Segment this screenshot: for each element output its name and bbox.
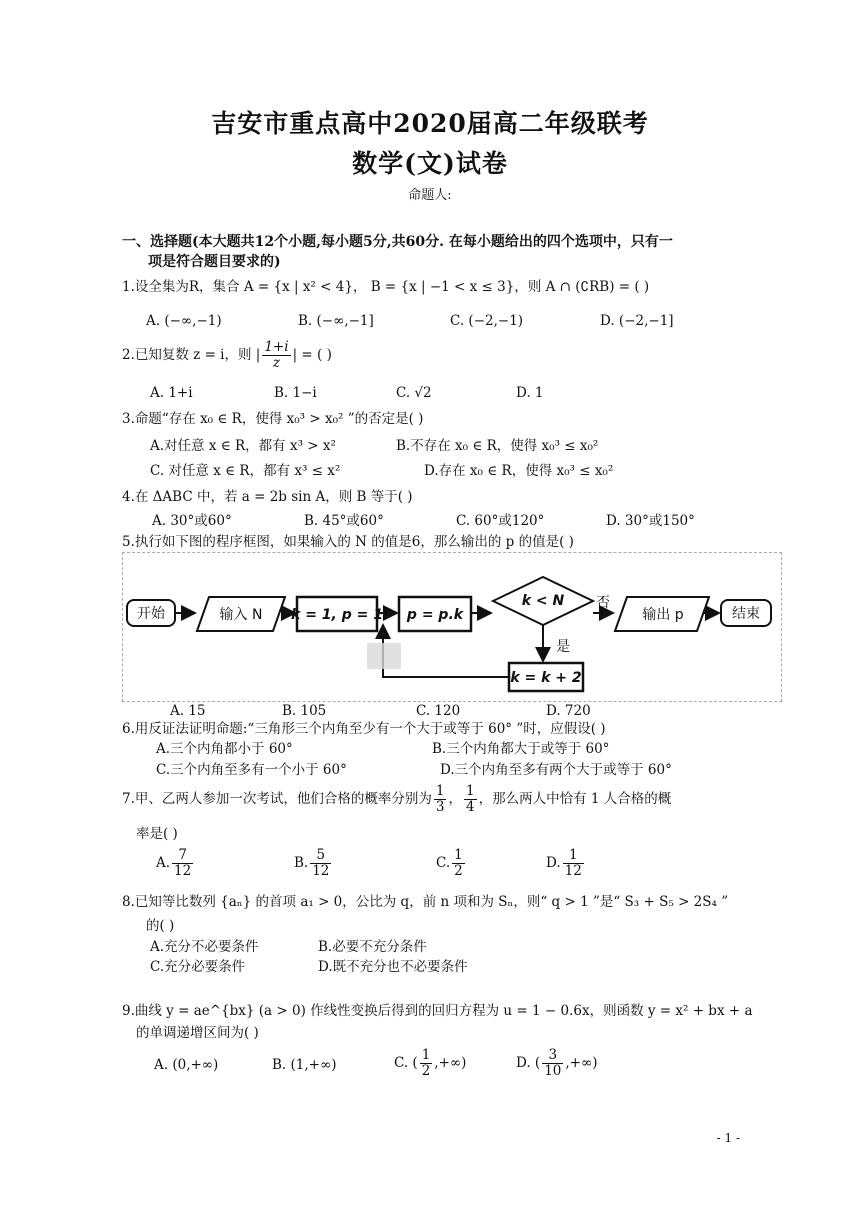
q7-option-b: B. $\frac{5}{12}$: [294, 847, 330, 879]
question-8: 8.已知等比数列 {aₙ} 的首项 a₁ > 0，公比为 q，前 n 项和为 Sₙ，则“ q > 1 ”是“ S₃ + S₅ > 2S₄ ”: [122, 894, 729, 910]
q8-option-a: A.充分不必要条件: [150, 939, 259, 955]
q5-option-d: D. 720: [546, 703, 591, 719]
question-2: 2.已知复数 z = i，则 | $\frac{1+i}{z}$ | = ( ): [122, 339, 332, 371]
flow-update-label: p = p.k: [406, 607, 464, 623]
q1-option-d: D. (−2,−1]: [600, 313, 674, 329]
q7-option-c: C. $\frac{1}{2}$: [436, 847, 463, 879]
q5-option-a: A. 15: [170, 703, 206, 719]
q6-option-a: A.三个内角都小于 60°: [156, 741, 293, 757]
q2-option-c: C. √2: [396, 385, 432, 401]
section-heading: 一、选择题(本大题共12个小题,每小题5分,共60分. 在每小题给出的四个选项中，只有一 项是符合题目要求的): [122, 234, 673, 270]
q5-option-b: B. 105: [282, 703, 327, 719]
q6-option-c: C.三个内角至多有一个小于 60°: [156, 762, 347, 778]
question-4: 4.在 ΔABC 中，若 a = 2b sin A，则 B 等于( ): [122, 489, 413, 505]
flow-decision-label: k < N: [521, 593, 565, 609]
blur-patch: [367, 643, 401, 669]
q2-option-d: D. 1: [516, 385, 544, 401]
q2-option-a: A. 1+i: [150, 385, 193, 401]
q2-option-b: B. 1−i: [274, 385, 317, 401]
question-6: 6.用反证法证明命题:“三角形三个内角至少有一个大于或等于 60° ”时，应假设( ): [122, 721, 606, 737]
q9-option-d: D. ( $\frac{3}{10}$ ,+∞): [516, 1047, 598, 1079]
question-9-line2: 的单调递增区间为( ): [136, 1025, 259, 1041]
q9-option-a: A. (0,+∞): [154, 1057, 219, 1073]
page-number: - 1 -: [716, 1131, 740, 1145]
flow-end-label: 结束: [732, 606, 760, 622]
question-9: 9.曲线 y = ae^{bx} (a > 0) 作线性变换后得到的回归方程为 u = 1 − 0.6x，则函数 y = x² + bx + a: [122, 1003, 753, 1019]
q7-option-d: D. $\frac{1}{12}$: [546, 847, 582, 879]
flow-output-label: 输出 p: [642, 607, 684, 623]
question-7-line2: 率是( ): [136, 826, 178, 842]
q1-option-b: B. (−∞,−1]: [298, 313, 374, 329]
flow-increment-label: k = k + 2: [510, 670, 582, 686]
q3-option-b: B.不存在 x₀ ∈ R，使得 x₀³ ≤ x₀²: [396, 438, 599, 454]
exam-title: 吉安市重点高中2020届高二年级联考: [211, 109, 649, 138]
q4-option-d: D. 30°或150°: [606, 513, 695, 529]
q4-option-c: C. 60°或120°: [456, 513, 545, 529]
flow-start-label: 开始: [137, 606, 165, 622]
q1-option-c: C. (−2,−1): [450, 313, 524, 329]
q3-option-c: C. 对任意 x ∈ R，都有 x³ ≤ x²: [150, 463, 341, 479]
q9-option-c: C. ( $\frac{1}{2}$ ,+∞): [394, 1047, 467, 1079]
flow-yes-label: 是: [556, 639, 570, 655]
q3-option-d: D.存在 x₀ ∈ R，使得 x₀³ ≤ x₀²: [424, 463, 614, 479]
q9-option-b: B. (1,+∞): [272, 1057, 337, 1073]
q8-option-d: D.既不充分也不必要条件: [318, 959, 468, 975]
flow-init-label: k = 1, p = 1: [291, 607, 383, 623]
q4-option-a: A. 30°或60°: [152, 513, 232, 529]
q1-option-a: A. (−∞,−1): [146, 313, 222, 329]
flowchart-svg: [123, 553, 781, 701]
q3-option-a: A.对任意 x ∈ R，都有 x³ > x²: [150, 438, 336, 454]
flow-no-label: 否: [596, 595, 610, 611]
question-3: 3.命题“存在 x₀ ∈ R，使得 x₀³ > x₀² ”的否定是( ): [122, 411, 424, 427]
q6-option-b: B.三个内角都大于或等于 60°: [432, 741, 610, 757]
author-label: 命题人:: [408, 188, 452, 203]
q7-option-a: A. $\frac{7}{12}$: [156, 847, 192, 879]
flow-input-label: 输入 N: [219, 607, 263, 623]
q8-option-b: B.必要不充分条件: [318, 939, 427, 955]
question-8-line2: 的( ): [146, 918, 175, 934]
question-7: 7.甲、乙两人参加一次考试，他们合格的概率分别为 $\frac{1}{3}$ ， $\frac{1}{4}$ ，那么两人中恰有 1 人合格的概: [122, 783, 672, 815]
question-1: 1.设全集为R，集合 A = {x | x² < 4}， B = {x | −1 < x ≤ 3}，则 A ∩ (∁RB) = ( ): [122, 279, 650, 295]
question-5: 5.执行如下图的程序框图，如果输入的 N 的值是6，那么输出的 p 的值是( ): [122, 534, 574, 550]
exam-subtitle: 数学(文)试卷: [352, 149, 508, 178]
q4-option-b: B. 45°或60°: [304, 513, 384, 529]
flowchart: [122, 552, 782, 702]
q5-option-c: C. 120: [416, 703, 461, 719]
q6-option-d: D.三个内角至多有两个大于或等于 60°: [440, 762, 672, 778]
q8-option-c: C.充分必要条件: [150, 959, 246, 975]
